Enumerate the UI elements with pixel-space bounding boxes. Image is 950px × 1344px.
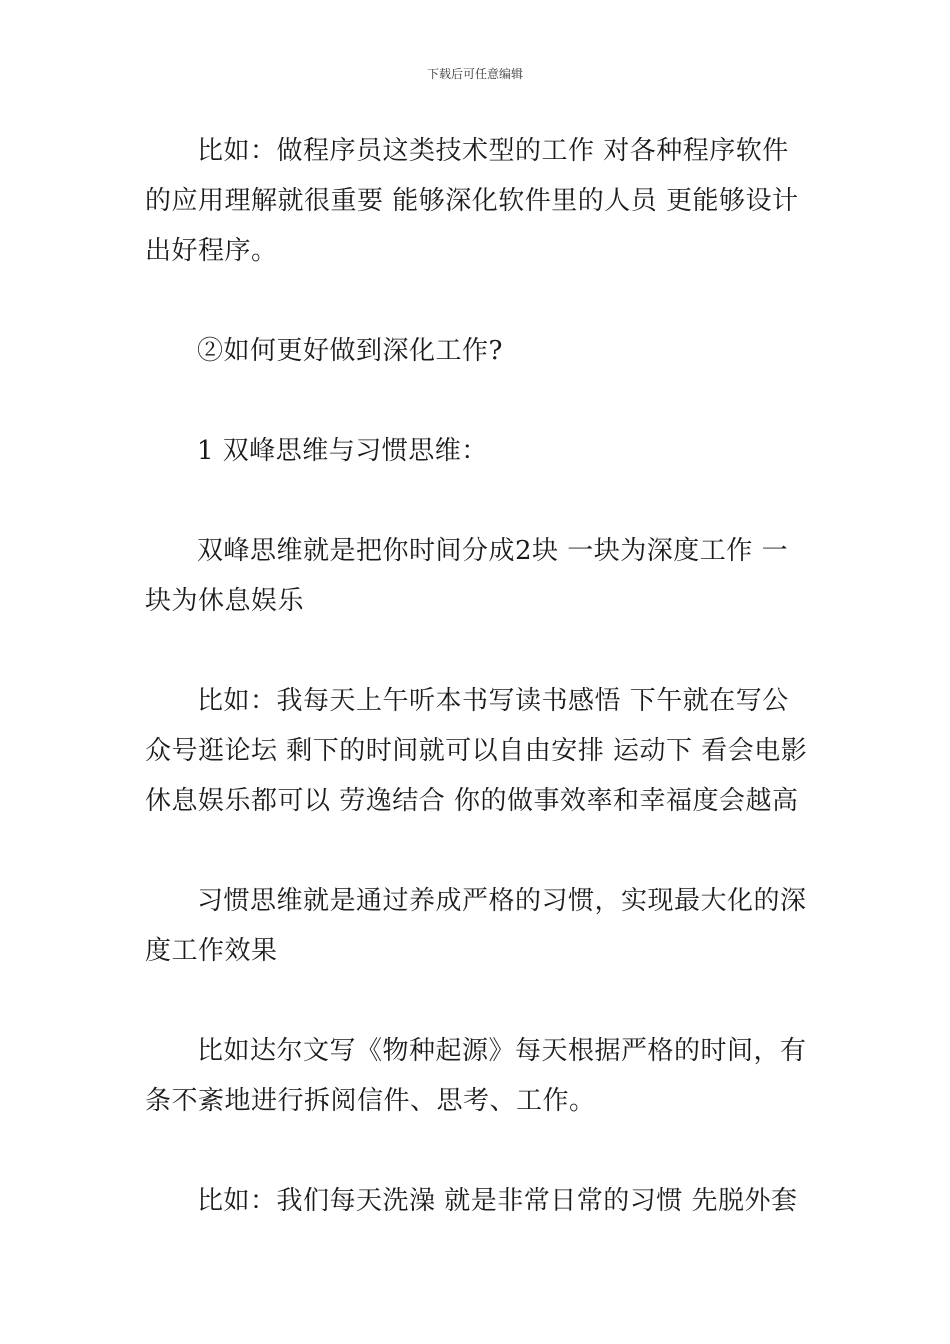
paragraph-habit-definition: 习惯思维就是通过养成严格的习惯，实现最大化的深度工作效果 xyxy=(145,886,807,966)
paragraph-bimodal-definition: 双峰思维就是把你时间分成2块 一块为深度工作 一块为休息娱乐 xyxy=(145,536,789,616)
document-body xyxy=(145,126,810,1226)
paragraph-darwin-example: 比如达尔文写《物种起源》每天根据严格的时间，有条不紊地进行拆阅信件、思考、工作。 xyxy=(145,1036,807,1116)
page-header: 下载后可任意编辑 xyxy=(426,67,523,81)
paragraph-daily-schedule-example: 比如：我每天上午听本书写读书感悟 下午就在写公众号逛论坛 剩下的时间就可以自由安排 运动下 看会电影 休息娱乐都可以 劳逸结合 你的做事效率和幸福度会越高 xyxy=(145,686,808,816)
paragraph-heading-bimodal-habit: 1 双峰思维与习惯思维： xyxy=(197,436,488,466)
paragraph-shower-example: 比如：我们每天洗澡 就是非常日常的习惯 先脱外套 xyxy=(197,1186,798,1216)
paragraph-programmer-example: 比如：做程序员这类技术型的工作 对各种程序软件的应用理解就很重要 能够深化软件里的人员 更能够设计出好程序。 xyxy=(145,136,799,266)
paragraph-how-to-deepen: ②如何更好做到深化工作? xyxy=(197,336,503,366)
